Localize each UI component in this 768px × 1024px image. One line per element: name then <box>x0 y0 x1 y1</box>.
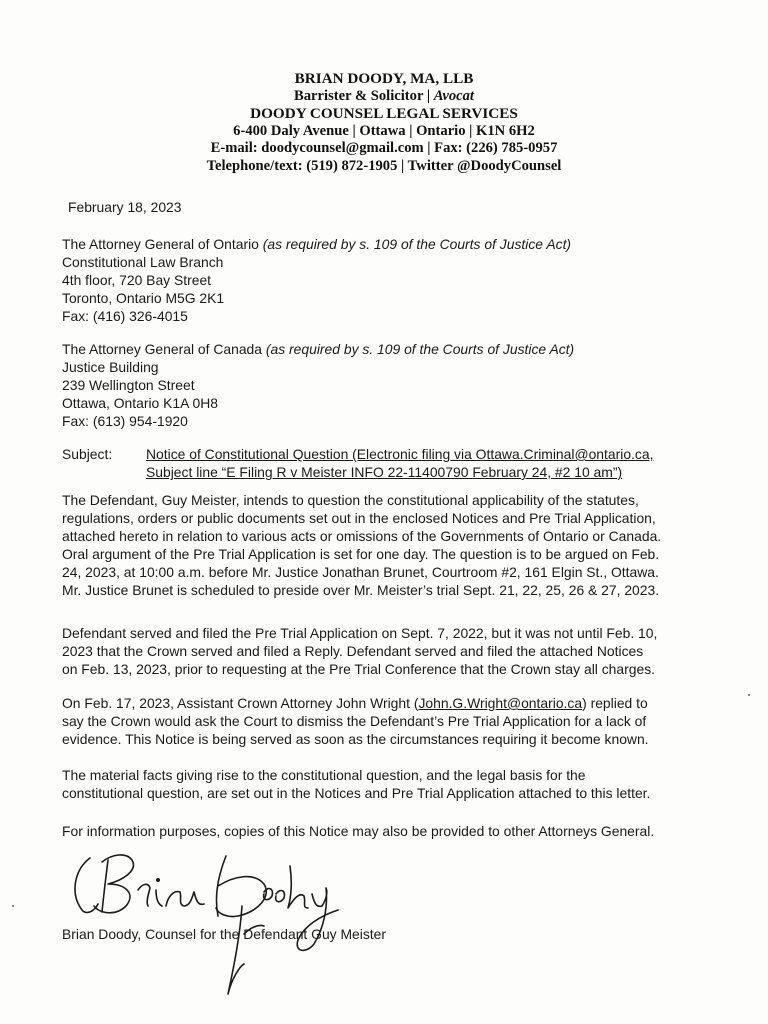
paragraph-line: The Defendant, Guy Meister, intends to question the constitutional applicability of the statutes, <box>62 492 639 508</box>
paragraph-line: constitutional question, are set out in the Notices and Pre Trial Application attached to this letter. <box>62 785 651 801</box>
paragraph-line: 24, 2023, at 10:00 a.m. before Mr. Justice Jonathan Brunet, Courtroom #2, 161 Elgin St., Ottawa. <box>62 564 659 580</box>
recipient-ontario-address-line: 4th floor, 720 Bay Street <box>62 272 212 288</box>
recipient-canada-name-line <box>62 340 722 358</box>
recipient-canada-name: The Attorney General of Canada <box>62 341 266 357</box>
recipient-ontario-note: (as required by s. 109 of the Courts of Justice Act) <box>262 236 572 252</box>
paragraph-line <box>62 694 722 712</box>
subject-line: Notice of Constitutional Question (Electronic filing via Ottawa.Criminal@ontario.ca, <box>146 446 654 462</box>
recipient-ontario-address-line: Constitutional Law Branch <box>62 254 224 270</box>
paragraph-material-facts <box>62 766 722 802</box>
paragraph-line: Mr. Justice Brunet is scheduled to preside over Mr. Meister’s trial Sept. 21, 22, 25, 26 & 27, 2023. <box>62 582 660 598</box>
letterhead <box>0 70 768 176</box>
paragraph-text: On Feb. 17, 2023, Assistant Crown Attorney John Wright ( <box>62 695 419 711</box>
letter-date: February 18, 2023 <box>68 199 182 215</box>
recipient-canada-address-line: Ottawa, Ontario K1A 0H8 <box>62 395 218 411</box>
recipient-ontario-address-line: Toronto, Ontario M5G 2K1 <box>62 290 225 306</box>
scan-speck <box>748 694 750 696</box>
firm-phone: Telephone/text: (519) 872-1905 | Twitter @DoodyCounsel <box>206 157 562 174</box>
subject-text <box>146 445 736 481</box>
recipient-canada-fax: Fax: (613) 954-1920 <box>62 413 188 429</box>
firm-name: DOODY COUNSEL LEGAL SERVICES <box>250 105 518 123</box>
lawyer-role <box>0 88 768 106</box>
recipient-canada-address-line: 239 Wellington Street <box>62 377 195 393</box>
role-text: Barrister & Solicitor | <box>294 87 434 104</box>
firm-address: 6-400 Daly Avenue | Ottawa | Ontario | K1N 6H2 <box>233 122 535 139</box>
paragraph-line: Oral argument of the Pre Trial Application is set for one day. The question is to be argued on Feb. <box>62 546 660 562</box>
recipient-ontario <box>62 235 722 325</box>
recipient-canada-address-line: Justice Building <box>62 359 159 375</box>
paragraph-line: say the Crown would ask the Court to dismiss the Defendant’s Pre Trial Application for a lack of <box>62 713 647 729</box>
paragraph-filing-history <box>62 624 722 678</box>
subject-label: Subject: <box>62 446 113 462</box>
paragraph-line: attached hereto in relation to various acts or omissions of the Governments of Ontario or Canada. <box>62 528 662 544</box>
paragraph-intent <box>62 491 722 599</box>
paragraph-line: The material facts giving rise to the constitutional question, and the legal basis for the <box>62 767 586 783</box>
subject-line: Subject line “E Filing R v Meister INFO 22-11400790 February 24, #2 10 am”) <box>146 464 623 480</box>
recipient-ontario-name-line <box>62 235 722 253</box>
firm-contact: E-mail: doodycounsel@gmail.com | Fax: (226) 785-0957 <box>210 140 558 157</box>
paragraph-line: Defendant served and filed the Pre Trial Application on Sept. 7, 2022, but it was not until Feb. 10, <box>62 625 658 641</box>
paragraph-information: For information purposes, copies of this Notice may also be provided to other Attorneys General. <box>62 823 655 839</box>
crown-email-link[interactable]: John.G.Wright@ontario.ca <box>418 695 583 711</box>
paragraph-line: evidence. This Notice is being served as soon as the circumstances requiring it become known. <box>62 731 649 747</box>
paragraph-text: ) replied to <box>582 695 648 711</box>
paragraph-line: on Feb. 13, 2023, prior to requesting at the Pre Trial Conference that the Crown stay all charges. <box>62 661 655 677</box>
scan-speck <box>12 905 14 907</box>
paragraph-line: 2023 that the Crown served and filed a Reply. Defendant served and filed the attached Notices <box>62 643 644 659</box>
paragraph-crown-reply <box>62 694 722 748</box>
handwritten-signature <box>68 836 348 1006</box>
lawyer-name: BRIAN DOODY, MA, LLB <box>294 70 474 87</box>
role-italic: Avocat <box>433 87 474 104</box>
recipient-ontario-name: The Attorney General of Ontario <box>62 236 263 252</box>
recipient-ontario-fax: Fax: (416) 326-4015 <box>62 308 188 324</box>
recipient-canada <box>62 340 722 430</box>
signature-caption: Brian Doody, Counsel for the Defendant Guy Meister <box>62 926 387 942</box>
recipient-canada-note: (as required by s. 109 of the Courts of Justice Act) <box>265 341 575 357</box>
paragraph-line: regulations, orders or public documents set out in the enclosed Notices and Pre Trial Application, <box>62 510 656 526</box>
